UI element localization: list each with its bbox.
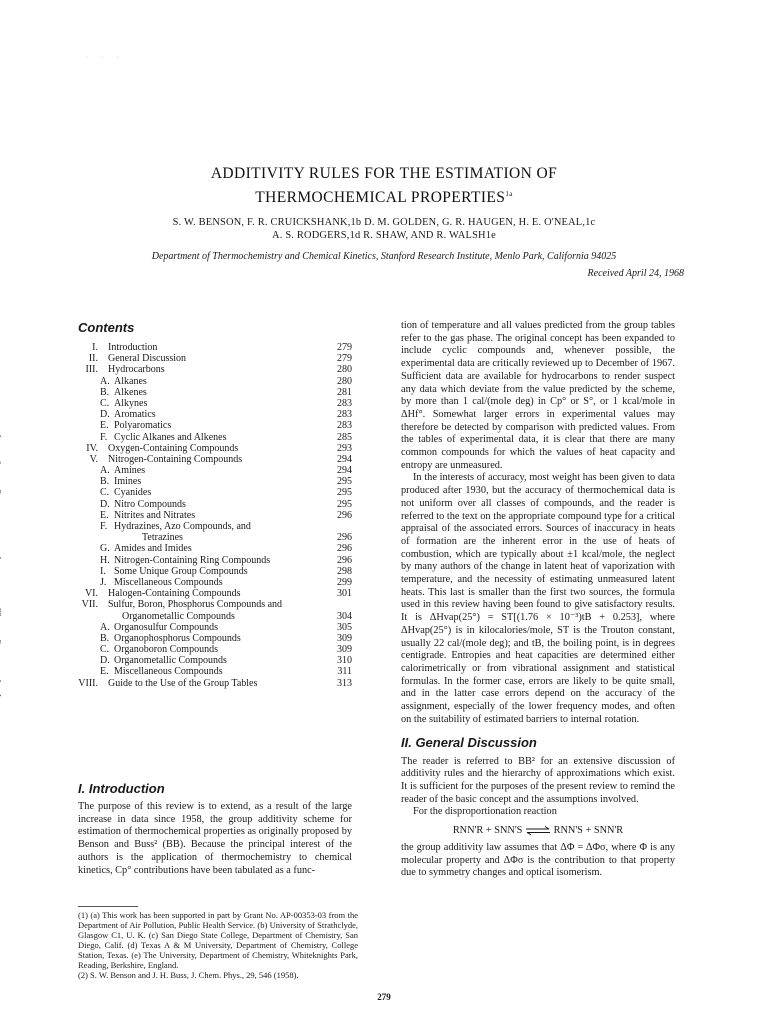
toc-page: 301 [337, 588, 352, 600]
toc-label: Organoboron Compounds [114, 644, 218, 656]
toc-page: 296 [337, 543, 352, 555]
toc-row [78, 376, 352, 387]
toc-label: Amines [114, 465, 146, 477]
article-title [0, 164, 768, 208]
toc-page: 309 [337, 632, 352, 644]
toc-row [78, 521, 352, 532]
toc-label: Polyaromatics [114, 420, 172, 432]
toc-label: Nitrogen-Containing Ring Compounds [114, 554, 271, 566]
toc-label: Hydrocarbons [108, 364, 165, 376]
toc-number: B. [100, 386, 110, 398]
toc-row [78, 666, 352, 677]
toc-row [78, 443, 352, 454]
toc-row [78, 510, 352, 521]
toc-number: IV. [86, 442, 98, 454]
toc-number: III. [85, 364, 98, 376]
toc-label: Hydrazines, Azo Compounds, and [114, 521, 251, 532]
toc-number: F. [100, 521, 108, 532]
toc-row [78, 599, 352, 610]
toc-row [78, 499, 352, 510]
toc-number: G. [100, 543, 110, 555]
scan-specks: · · · [86, 55, 125, 61]
authors-line1: S. W. BENSON, F. R. CRUICKSHANK,1b D. M. GOLDEN, G. R. HAUGEN, H. E. O'NEAL,1c [172, 217, 596, 228]
toc-row [78, 487, 352, 498]
title-line2: THERMOCHEMICAL PROPERTIES [255, 189, 506, 207]
title-line1: ADDITIVITY RULES FOR THE ESTIMATION OF [210, 165, 558, 182]
reaction-products: RNN'S + SNN'R [553, 825, 624, 837]
toc-label: Aromatics [114, 409, 156, 421]
toc-row [78, 420, 352, 431]
toc-number: V. [89, 453, 98, 465]
toc-row [78, 577, 352, 588]
toc-row [78, 555, 352, 566]
toc-label: Tetrazines [142, 532, 183, 544]
toc-number: A. [100, 621, 110, 633]
toc-label: Nitro Compounds [114, 498, 186, 510]
toc-label: Miscellaneous Compounds [114, 576, 223, 588]
toc-number: E. [100, 420, 109, 432]
toc-row [78, 432, 352, 443]
toc-number: VIII. [78, 677, 98, 689]
right-paragraph-1: tion of temperature and all values predicted from the group tables refer to the gas phase. The original concept has been expanded to include cyclic compounds and, whenever possible, the experimental data are critically reviewed up to December of 1967. Sufficient data are available for hydrocarbons to render suspect any data which deviate from the value predicted by the scheme, by more than 1 cal/(mole deg) in Cp° or S°, or 1 kcal/mole in ΔHf°. Somewhat larger errors in experimental values may therefore be detected by comparison with predicted values. From the tables of experimental data, it is clear that there are many common compounds for which the values of heat capacity and entropy are unmeasured. [401, 320, 675, 471]
contents-heading: Contents [78, 320, 135, 335]
right-paragraph-4: For the disproportionation reaction [413, 806, 557, 818]
toc-row [78, 655, 352, 666]
toc-page: 283 [337, 409, 352, 421]
toc-page: 296 [337, 554, 352, 566]
title-line2-wrap [0, 184, 768, 208]
toc-page: 280 [337, 364, 352, 376]
footnote-divider [78, 906, 138, 907]
toc-label: Cyanides [114, 487, 152, 499]
toc-page: 296 [337, 509, 352, 521]
toc-label: Miscellaneous Compounds [114, 666, 223, 678]
toc-label: Nitrites and Nitrates [114, 509, 196, 521]
footnote-1: (1) (a) This work has been supported in part by Grant No. AP-00353-03 from the Department of Air Pollution, Public Health Service. (b) University of Strathclyde, Glasgow C1, U. K. (c) San Diego State College, Department of Chemistry, San Diego, Calif. (d) Texas A & M University, Department of Chemistry, College Station, Texas. (e) The University, Department of Chemistry, Whiteknights Park, Reading, Berkshire, England. [78, 910, 358, 970]
toc-page: 280 [337, 375, 352, 387]
toc-row [78, 342, 352, 353]
toc-row [78, 644, 352, 655]
toc-page: 309 [337, 644, 352, 656]
general-discussion-heading: II. General Discussion [401, 734, 537, 750]
toc-page: 279 [337, 342, 352, 353]
toc-label: Cyclic Alkanes and Alkenes [114, 431, 227, 443]
toc-page: 295 [337, 476, 352, 488]
toc-number: VII. [81, 599, 98, 611]
toc-page: 295 [337, 487, 352, 499]
toc-number: I. [92, 342, 98, 353]
toc-label: Sulfur, Boron, Phosphorus Compounds and [108, 599, 283, 611]
toc-label: Organometallic Compounds [122, 610, 235, 622]
toc-label: Amides and Imides [114, 543, 192, 555]
toc-row [78, 409, 352, 420]
toc-page: 294 [337, 453, 352, 465]
toc-label: Organophosphorus Compounds [114, 632, 241, 644]
toc-page: 283 [337, 397, 352, 409]
toc-number: E. [100, 509, 109, 521]
toc-page: 295 [337, 498, 352, 510]
toc-number: B. [100, 476, 110, 488]
toc-number: B. [100, 632, 110, 644]
toc-page: 285 [337, 431, 352, 443]
toc-label: Guide to the Use of the Group Tables [108, 677, 258, 689]
department-affiliation: Department of Thermochemistry and Chemical Kinetics, Stanford Research Institute, Menlo Park, California 94025 [151, 251, 617, 262]
equilibrium-arrow-icon [525, 826, 551, 835]
toc-row [78, 476, 352, 487]
introduction-heading: I. Introduction [78, 781, 165, 796]
received-date: Received April 24, 1968 [587, 268, 684, 279]
toc-number: D. [100, 409, 110, 421]
toc-row [78, 611, 352, 622]
toc-page: 298 [337, 565, 352, 577]
toc-row [78, 622, 352, 633]
footnotes [78, 910, 358, 980]
toc-number: D. [100, 655, 110, 667]
toc-label: Organometallic Compounds [114, 655, 227, 667]
toc-number: C. [100, 397, 110, 409]
toc-label: Alkynes [114, 397, 148, 409]
toc-number: I. [100, 565, 106, 577]
toc-label: Introduction [108, 342, 158, 353]
toc-number: A. [100, 465, 110, 477]
toc-number: H. [100, 554, 110, 566]
toc-page: 293 [337, 442, 352, 454]
title-footnote-mark: 1a [505, 190, 513, 198]
toc-number: E. [100, 666, 109, 678]
toc-page: 281 [337, 386, 352, 398]
toc-page: 283 [337, 420, 352, 432]
toc-label: Some Unique Group Compounds [114, 565, 248, 577]
toc-label: Oxygen-Containing Compounds [108, 442, 239, 454]
toc-row [78, 364, 352, 375]
toc-label: Alkanes [114, 375, 147, 387]
toc-page: 313 [337, 677, 352, 689]
right-paragraph-3: The reader is referred to BB² for an extensive discussion of additivity rules and the hierarchy of approximations which exist. It is sufficient for the purposes of the present review to remind the reader of the basic concept and the assumptions involved. [401, 755, 675, 805]
toc-page: 294 [337, 465, 352, 477]
footnote-2: (2) S. W. Benson and J. H. Buss, J. Chem. Phys., 29, 546 (1958). [78, 970, 299, 980]
toc-row [78, 566, 352, 577]
toc-number: A. [100, 375, 110, 387]
toc-number: D. [100, 498, 110, 510]
toc-label: Halogen-Containing Compounds [108, 588, 241, 600]
toc-page: 296 [337, 532, 352, 544]
toc-label: Imines [114, 476, 142, 488]
toc-row [78, 353, 352, 364]
toc-row [78, 465, 352, 476]
toc-row [78, 543, 352, 554]
toc-row [78, 588, 352, 599]
disproportionation-reaction [401, 825, 675, 836]
right-column [401, 320, 675, 880]
toc-row [78, 387, 352, 398]
table-of-contents [78, 342, 352, 689]
toc-label: General Discussion [108, 353, 187, 365]
authors-line2: A. S. RODGERS,1d R. SHAW, AND R. WALSH1e [272, 230, 496, 241]
toc-label: Alkenes [114, 386, 147, 398]
toc-label: Organosulfur Compounds [114, 621, 218, 633]
toc-page: 305 [337, 621, 352, 633]
author-list [0, 216, 768, 242]
toc-page: 311 [337, 666, 352, 678]
page-number: 279 [377, 992, 391, 1002]
toc-number: II. [88, 353, 98, 365]
toc-row [78, 633, 352, 644]
toc-row [78, 398, 352, 409]
toc-number: F. [100, 431, 108, 443]
toc-page: 304 [337, 610, 352, 622]
toc-row [78, 454, 352, 465]
toc-row [78, 678, 352, 689]
toc-number: VI. [84, 588, 98, 600]
reaction-reactants: RNN'R + SNN'S [452, 825, 523, 837]
toc-number: C. [100, 644, 110, 656]
toc-label: Nitrogen-Containing Compounds [108, 453, 243, 465]
toc-row [78, 532, 352, 543]
download-notice-line2[interactable] [0, 375, 2, 720]
toc-number: J. [100, 576, 107, 588]
introduction-paragraph: The purpose of this review is to extend, as a result of the large increase in data since 1958, the group additivity scheme for estimation of thermochemical properties as originally proposed by Benson and Buss² (BB). Because the principal interest of the authors is the application of thermochemistry to chemical kinetics, Cp° contributions have been tabulated as a func- [78, 801, 352, 876]
toc-page: 299 [337, 576, 352, 588]
right-paragraph-2: In the interests of accuracy, most weight has been given to data produced after 1930, but the accuracy of thermochemical data is not uniform over all classes of compounds, and the reader is referred to the text on the appropriate compound type for a critical appraisal of the associated errors. Sources of inaccuracy in heats of formation are the inherent error in the use of heats of combustion, which are typically about ±1 kcal/mole, the neglect by many authors of the change in latent heat of vaporization with temperature, and the necessity of estimating unmeasured latent heats. This last is smaller than the first two sources, the formula used in this review having been found to give satisfactory results. It is ΔHvap(25°) = ST[(1.76 × 10⁻³)tB + 0.253], where ΔHvap(25°) is in kilocalories/mole, ST is the Trouton constant, usually 22 cal/(mole deg); and tB, the boiling point, is in degrees centigrade. Entropies and heat capacities are determined either calorimetrically or from vibrational assignment and statistical formulas. In the former case, errors are likely to be quite small, and in the latter case errors depend on the accuracy of the assignment, especially of the lower frequency modes, and often on the suitability of estimated barriers to internal rotation. [401, 472, 675, 725]
toc-number: C. [100, 487, 110, 499]
toc-page: 310 [337, 655, 352, 667]
right-paragraph-5: the group additivity law assumes that ΔΦ = ΔΦσ, where Φ is any molecular property and ΔΦσ is the contribution to that property due to symmetry changes and optical isomerism. [401, 842, 675, 879]
toc-page: 279 [337, 353, 352, 365]
